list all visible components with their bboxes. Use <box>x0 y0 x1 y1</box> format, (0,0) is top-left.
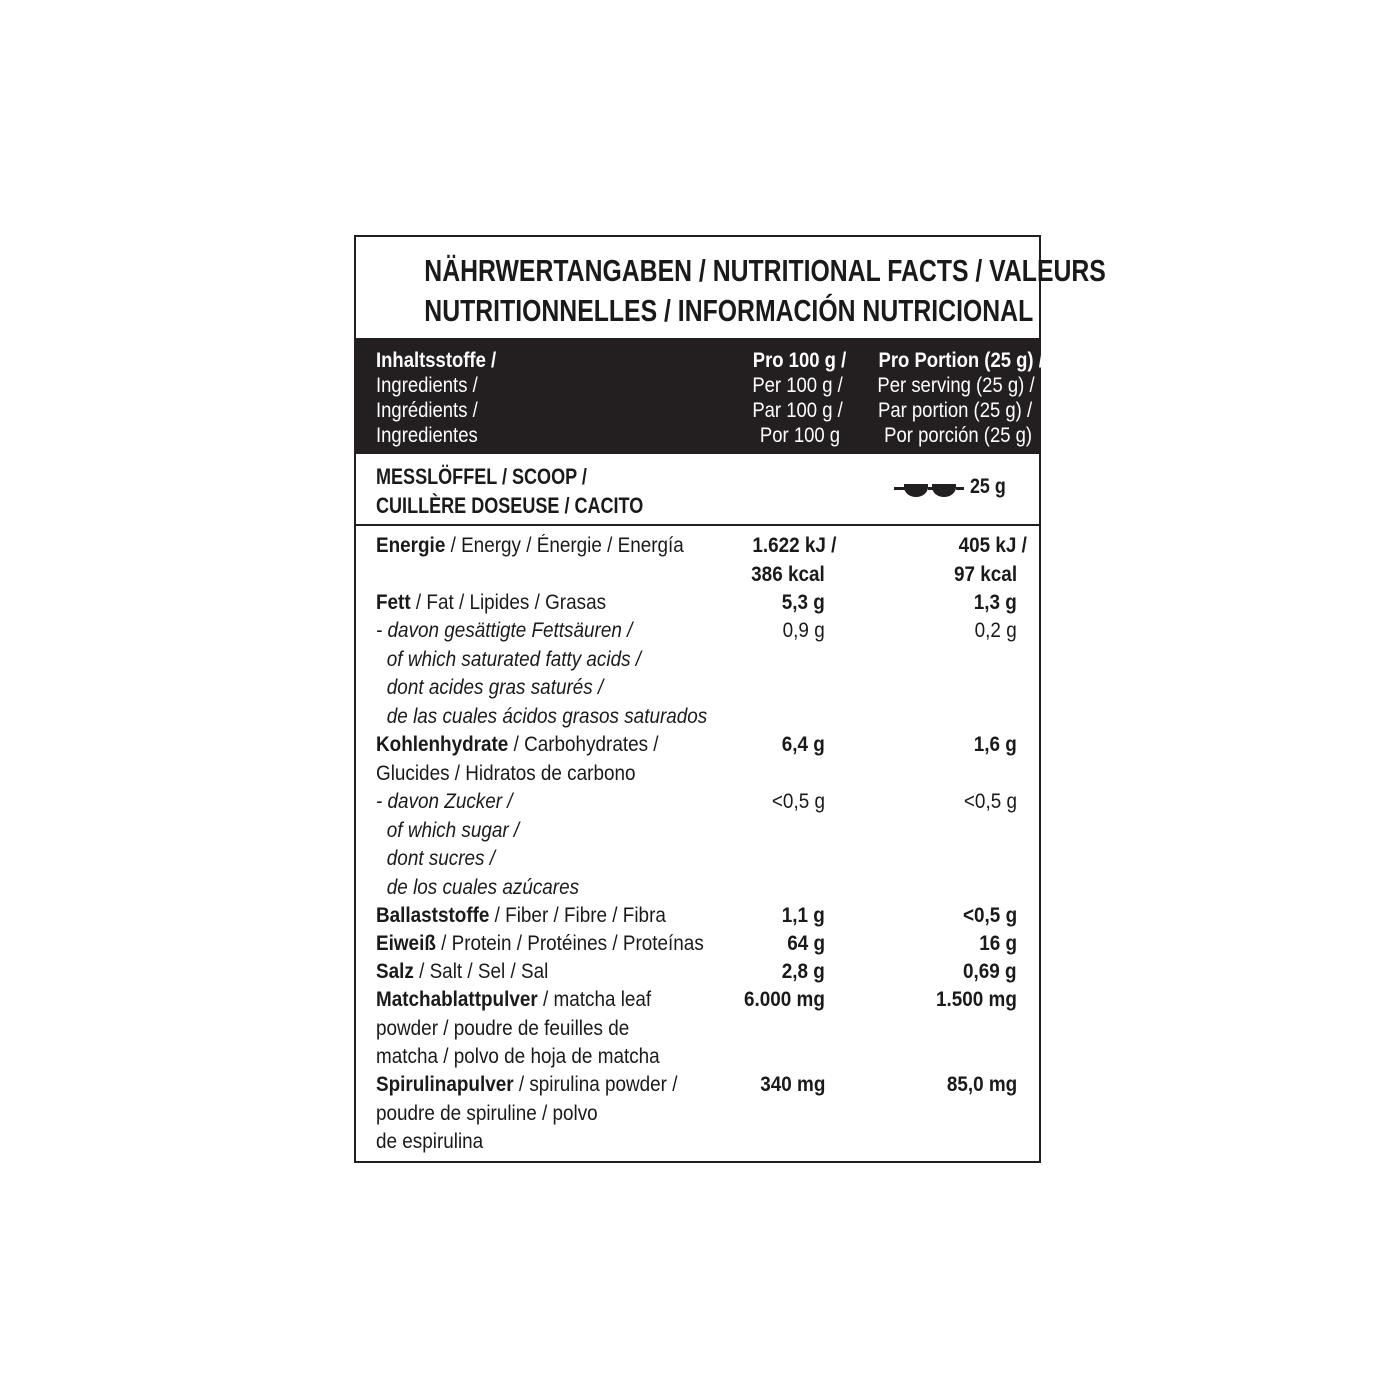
title-line-1: NÄHRWERTANGABEN / NUTRITIONAL FACTS / VALEURS <box>424 253 1106 288</box>
carbohydrates-label-bold: Kohlenhydrate <box>376 733 509 756</box>
sugar-label <box>376 788 579 902</box>
energy-per-100g-kcal: 386 kcal <box>751 562 825 586</box>
label-title <box>424 237 1106 338</box>
header-per-100g-de: Pro 100 g / <box>752 349 847 372</box>
header-per-serving-fr: Par portion (25 g) / <box>877 399 1032 422</box>
saturated-label <box>376 617 707 731</box>
fat-label-bold: Fett <box>376 591 411 614</box>
matcha-label-line-2: powder / poudre de feuilles de <box>376 1016 630 1040</box>
sugar-label-de: - davon Zucker / <box>376 790 513 813</box>
fat-per-100g: 5,3 g <box>781 591 825 614</box>
energy-per-100g <box>743 532 836 589</box>
protein-per-100g: 64 g <box>787 932 825 955</box>
header-ingredients <box>376 348 513 448</box>
scoop-label-line-1: MESSLÖFFEL / SCOOP / <box>376 464 587 489</box>
sugar-label-es: de los cuales azúcares <box>386 875 580 899</box>
fiber-per-100g: 1,1 g <box>781 904 825 927</box>
header-ingredients-es: Ingredientes <box>376 424 478 447</box>
header-per-100g <box>740 348 847 448</box>
energy-label-rest: / Energy / Énergie / Energía <box>445 534 684 557</box>
fat-per-serving: 1,3 g <box>973 591 1017 614</box>
saturated-per-serving: 0,2 g <box>974 619 1017 642</box>
header-ingredients-de: Inhaltsstoffe / <box>376 349 497 372</box>
saturated-per-100g: 0,9 g <box>782 619 825 642</box>
sugar-per-100g: <0,5 g <box>771 790 825 813</box>
fiber-per-serving: <0,5 g <box>962 904 1017 927</box>
header-per-serving-en: Per serving (25 g) / <box>877 374 1035 397</box>
fat-label-rest: / Fat / Lipides / Grasas <box>410 591 607 614</box>
matcha-per-serving: 1.500 mg <box>936 988 1017 1011</box>
scoop-row <box>356 454 1039 526</box>
spirulina-label-line-3: de espirulina <box>376 1130 484 1153</box>
spirulina-label-bold: Spirulinapulver <box>376 1073 514 1096</box>
table-header <box>356 338 1044 454</box>
spirulina-per-100g: 340 mg <box>759 1073 825 1096</box>
spirulina-label-line-2: poudre de spiruline / polvo <box>376 1101 598 1125</box>
header-ingredients-fr: Ingrédients / <box>376 399 478 422</box>
matcha-label-rest: / matcha leaf <box>537 988 652 1011</box>
saturated-label-fr: dont acides gras saturés / <box>386 676 604 699</box>
header-per-100g-en: Per 100 g / <box>752 374 843 397</box>
energy-per-100g-kj: 1.622 kJ / <box>751 534 836 557</box>
sugar-label-en: of which sugar / <box>386 818 520 842</box>
header-per-100g-es: Por 100 g <box>759 424 840 447</box>
title-line-2: NUTRITIONNELLES / INFORMACIÓN NUTRICIONAL <box>424 293 1034 328</box>
scoop-label-line-2: CUILLÈRE DOSEUSE / CACITO <box>376 493 644 518</box>
matcha-per-100g: 6.000 mg <box>744 988 825 1011</box>
header-per-100g-fr: Par 100 g / <box>752 399 843 422</box>
matcha-label-line-3: matcha / polvo de hoja de matcha <box>376 1045 660 1068</box>
salt-per-serving: 0,69 g <box>963 960 1017 983</box>
fiber-label-rest: / Fiber / Fibre / Fibra <box>489 904 666 927</box>
protein-label-rest: / Protein / Protéines / Proteínas <box>435 932 704 955</box>
energy-per-serving-kcal: 97 kcal <box>953 562 1017 586</box>
matcha-label <box>376 986 660 1072</box>
scoop-icon <box>894 478 966 500</box>
nutrition-label <box>354 235 1106 1163</box>
salt-label <box>376 958 548 987</box>
fiber-label-bold: Ballaststoffe <box>376 904 490 927</box>
spirulina-label-rest: / spirulina powder / <box>513 1073 678 1096</box>
header-per-serving-es: Por porción (25 g) <box>884 424 1032 447</box>
salt-per-100g: 2,8 g <box>781 960 825 983</box>
fat-label <box>376 589 606 618</box>
sugar-label-fr: dont sucres / <box>386 847 496 870</box>
carbohydrates-per-100g: 6,4 g <box>781 733 825 756</box>
saturated-label-es: de las cuales ácidos grasos saturados <box>386 704 708 728</box>
saturated-label-en: of which saturated fatty acids / <box>386 647 642 671</box>
header-per-serving-de: Pro Portion (25 g) / <box>878 349 1044 372</box>
carbohydrates-label <box>376 731 659 788</box>
matcha-label-bold: Matchablattpulver <box>376 988 538 1011</box>
salt-label-rest: / Salt / Sel / Sal <box>413 960 549 983</box>
protein-per-serving: 16 g <box>979 932 1017 955</box>
scoop-label <box>376 462 643 520</box>
energy-per-serving-kj: 405 kJ / <box>958 534 1027 557</box>
salt-label-bold: Salz <box>376 960 414 983</box>
carbohydrates-label-line-2: Glucides / Hidratos de carbono <box>376 761 636 785</box>
saturated-label-de: - davon gesättigte Fettsäuren / <box>376 619 633 642</box>
energy-per-serving <box>947 532 1027 589</box>
spirulina-label <box>376 1071 677 1157</box>
energy-label <box>376 532 684 561</box>
fiber-label <box>376 902 666 931</box>
protein-label-bold: Eiweiß <box>376 932 436 955</box>
spirulina-per-serving: 85,0 mg <box>946 1073 1017 1096</box>
protein-label <box>376 930 704 959</box>
scoop-quantity: 25 g <box>970 475 1006 498</box>
header-ingredients-en: Ingredients / <box>376 374 478 397</box>
carbohydrates-per-serving: 1,6 g <box>973 733 1017 756</box>
sugar-per-serving: <0,5 g <box>963 790 1017 813</box>
energy-label-bold: Energie <box>376 534 446 557</box>
header-per-serving <box>856 348 1044 448</box>
carbohydrates-label-rest: / Carbohydrates / <box>508 733 659 756</box>
